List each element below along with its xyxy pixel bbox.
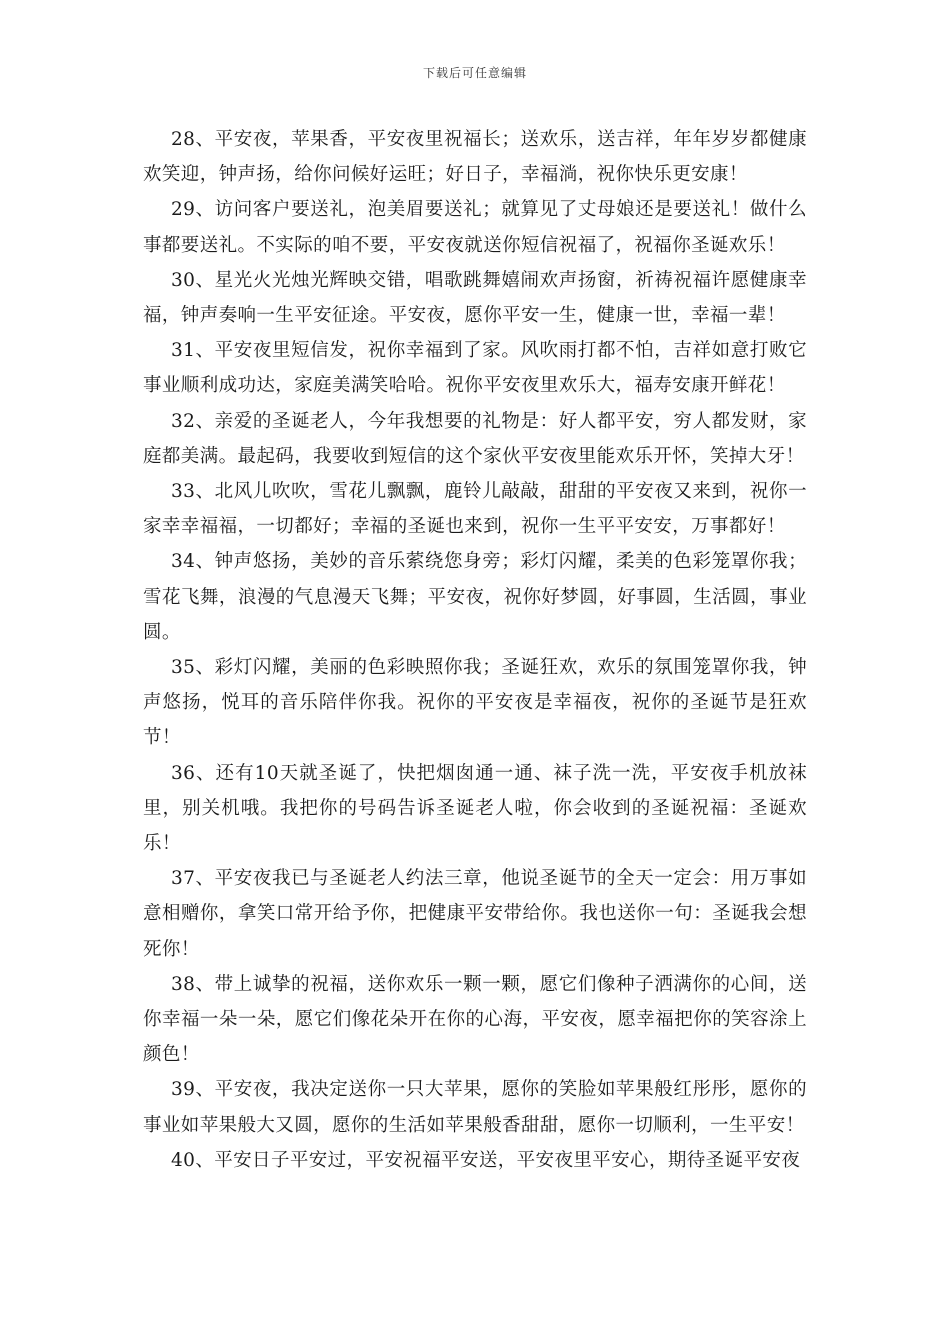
- paragraph-37: 37、平安夜我已与圣诞老人约法三章，他说圣诞节的全天一定会：用万事如意相赠你，拿笑口常开给予你，把健康平安带给你。我也送你一句：圣诞我会想死你！: [143, 868, 807, 960]
- paragraph-38: 38、带上诚挚的祝福，送你欢乐一颗一颗，愿它们像种子洒满你的心间，送你幸福一朵一朵，愿它们像花朵开在你的心海，平安夜，愿幸福把你的笑容涂上颜色！: [143, 973, 807, 1066]
- paragraph-31: 31、平安夜里短信发，祝你幸福到了家。风吹雨打都不怕，吉祥如意打败它事业顺利成功达，家庭美满笑哈哈。祝你平安夜里欢乐大，福寿安康开鲜花！: [143, 340, 807, 397]
- paragraph-40: 40、平安日子平安过，平安祝福平安送，平安夜里平安心，期待圣诞平安夜: [171, 1149, 801, 1171]
- paragraph-32: 32、亲爱的圣诞老人，今年我想要的礼物是：好人都平安，穷人都发财，家庭都美满。最起码，我要收到短信的这个家伙平安夜里能欢乐开怀，笑掉大牙！: [143, 410, 807, 467]
- paragraph-39: 39、平安夜，我决定送你一只大苹果，愿你的笑脸如苹果般红彤彤，愿你的事业如苹果般大又圆，愿你的生活如苹果般香甜甜，愿你一切顺利，一生平安！: [143, 1079, 807, 1136]
- paragraph-30: 30、星光火光烛光辉映交错，唱歌跳舞嬉闹欢声扬窗，祈祷祝福许愿健康幸福，钟声奏响一生平安征途。平安夜，愿你平安一生，健康一世，幸福一辈！: [143, 269, 807, 327]
- paragraph-36: 36、还有10天就圣诞了，快把烟囱通一通、袜子洗一洗，平安夜手机放袜里，别关机哦。我把你的号码告诉圣诞老人啦，你会收到的圣诞祝福：圣诞欢乐！: [143, 762, 807, 855]
- paragraph-29: 29、访问客户要送礼，泡美眉要送礼；就算见了丈母娘还是要送礼！做什么事都要送礼。不实际的咱不要，平安夜就送你短信祝福了，祝福你圣诞欢乐！: [143, 199, 807, 256]
- paragraph-34: 34、钟声悠扬，美妙的音乐萦绕您身旁；彩灯闪耀，柔美的色彩笼罩你我；雪花飞舞，浪漫的气息漫天飞舞；平安夜，祝你好梦圆，好事圆，生活圆，事业圆。: [143, 551, 807, 643]
- download-note: 下载后可任意编辑: [422, 66, 527, 80]
- document-body: [143, 122, 807, 1178]
- paragraph-33: 33、北风儿吹吹，雪花儿飘飘，鹿铃儿敲敲，甜甜的平安夜又来到，祝你一家幸幸福福，一切都好；幸福的圣诞也来到，祝你一生平平安安，万事都好！: [143, 481, 807, 538]
- paragraph-28: 28、平安夜，苹果香，平安夜里祝福长；送欢乐，送吉祥，年年岁岁都健康欢笑迎，钟声扬，给你问候好运旺；好日子，幸福淌，祝你快乐更安康！: [143, 129, 807, 186]
- paragraph-35: 35、彩灯闪耀，美丽的色彩映照你我；圣诞狂欢，欢乐的氛围笼罩你我，钟声悠扬，悦耳的音乐陪伴你我。祝你的平安夜是幸福夜，祝你的圣诞节是狂欢节！: [143, 657, 807, 749]
